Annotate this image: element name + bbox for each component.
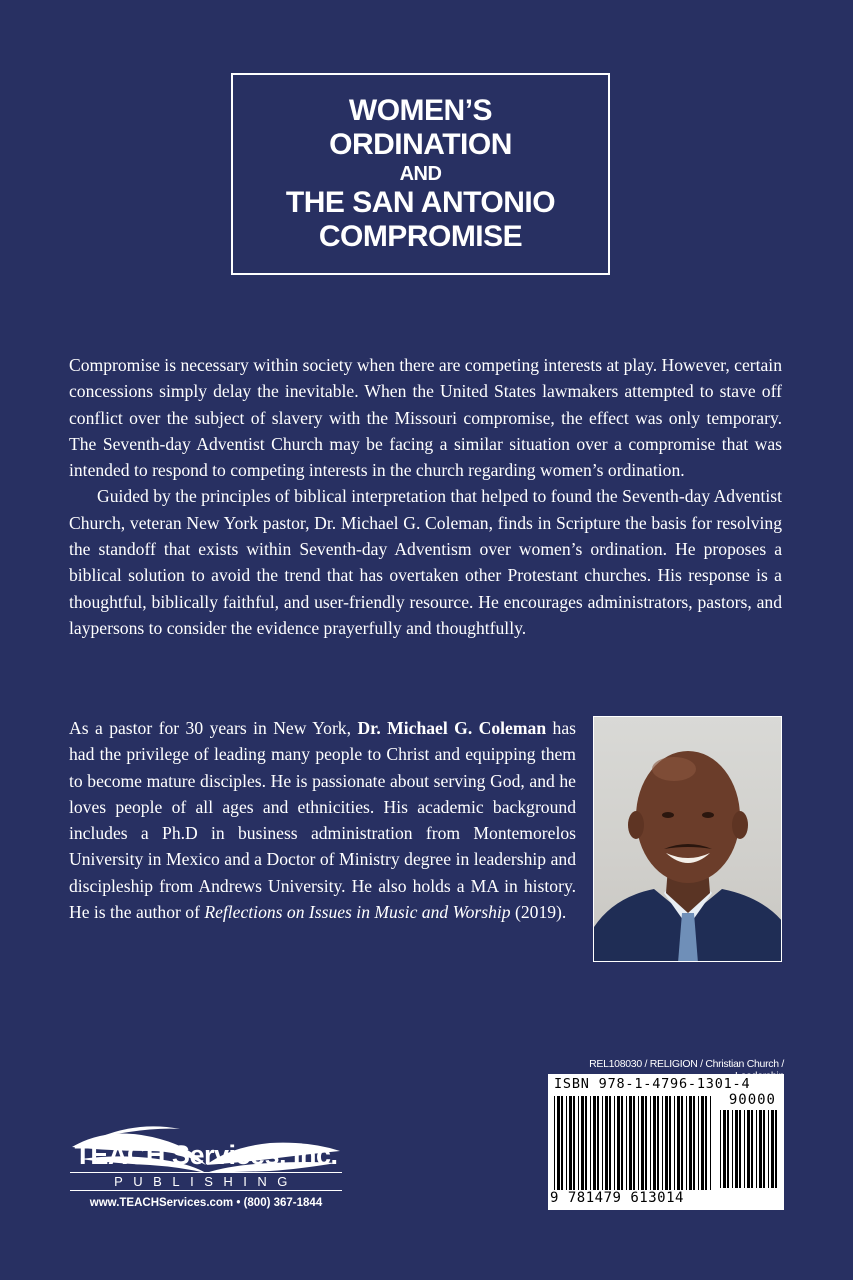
book-reference: Reflections on Issues in Music and Worship bbox=[204, 902, 511, 923]
author-portrait bbox=[594, 717, 782, 962]
bio-end: (2019). bbox=[510, 902, 567, 923]
title-line-2: ORDINATION bbox=[329, 128, 512, 161]
bio-intro: As a pastor for 30 years in New York, bbox=[69, 718, 358, 738]
author-name: Dr. Michael G. Coleman bbox=[357, 718, 547, 738]
publisher-contact: www.TEACHServices.com • (800) 367-1844 bbox=[89, 1197, 323, 1209]
price-code: 90000 bbox=[728, 1092, 776, 1108]
isbn-label: ISBN 978-1-4796-1301-4 bbox=[554, 1076, 751, 1092]
title-line-3: AND bbox=[399, 163, 442, 185]
author-photo bbox=[593, 716, 782, 962]
publisher-name: TEACH Services, Inc. bbox=[74, 1140, 338, 1170]
publisher-tagline: PUBLISHING bbox=[70, 1172, 342, 1191]
ean-barcode-bars bbox=[554, 1096, 714, 1190]
title-line-5: COMPROMISE bbox=[318, 220, 523, 253]
barcode-number: 9 781479 613014 bbox=[550, 1190, 684, 1206]
description-paragraph-2: Guided by the principles of biblical interpretation that helped to found the Seventh-day Adventist Church, veteran New York pastor, Dr. Michael G. Coleman, finds in Scripture the basis for resolving the standoff that exists within Seventh-day Adventism over women’s ordination. He proposes a biblical solution to avoid the trend that has overtaken other Protestant churches. His response is a thoughtful, biblically faithful, and user-friendly resource. He encourages administrators, pastors, and laypersons to consider the evidence prayerfully and thoughtfully. bbox=[69, 486, 782, 638]
book-description bbox=[69, 352, 782, 641]
description-paragraph-1: Compromise is necessary within society when there are competing interests at play. However, certain concessions simply delay the inevitable. When the United States lawmakers attempted to stave off conflict over the subject of slavery with the Missouri compromise, the effect was only temporary. The Seventh-day Adventist Church may be facing a similar situation over a compromise that was intended to respond to competing interests in the church regarding women’s ordination. bbox=[69, 355, 782, 481]
isbn-barcode bbox=[548, 1074, 784, 1210]
title-line-4: THE SAN ANTONIO bbox=[285, 186, 556, 219]
title-box bbox=[231, 73, 610, 275]
price-barcode-bars bbox=[720, 1110, 778, 1188]
title-line-1: WOMEN’S bbox=[348, 94, 493, 127]
author-bio bbox=[69, 715, 576, 925]
bisac-category: REL108030 / RELIGION / Christian Church / bbox=[589, 1058, 784, 1070]
bio-body: has had the privilege of leading many people to Christ and equipping them to become mature disciples. He is passionate about serving God, and he loves people of all ages and ethnicities. His academic background includes a Ph.D in business administration from Montemorelos University in Mexico and a Doctor of Ministry degree in leadership and discipleship from Andrews University. He also holds a MA in history. He is the author of bbox=[69, 718, 576, 923]
